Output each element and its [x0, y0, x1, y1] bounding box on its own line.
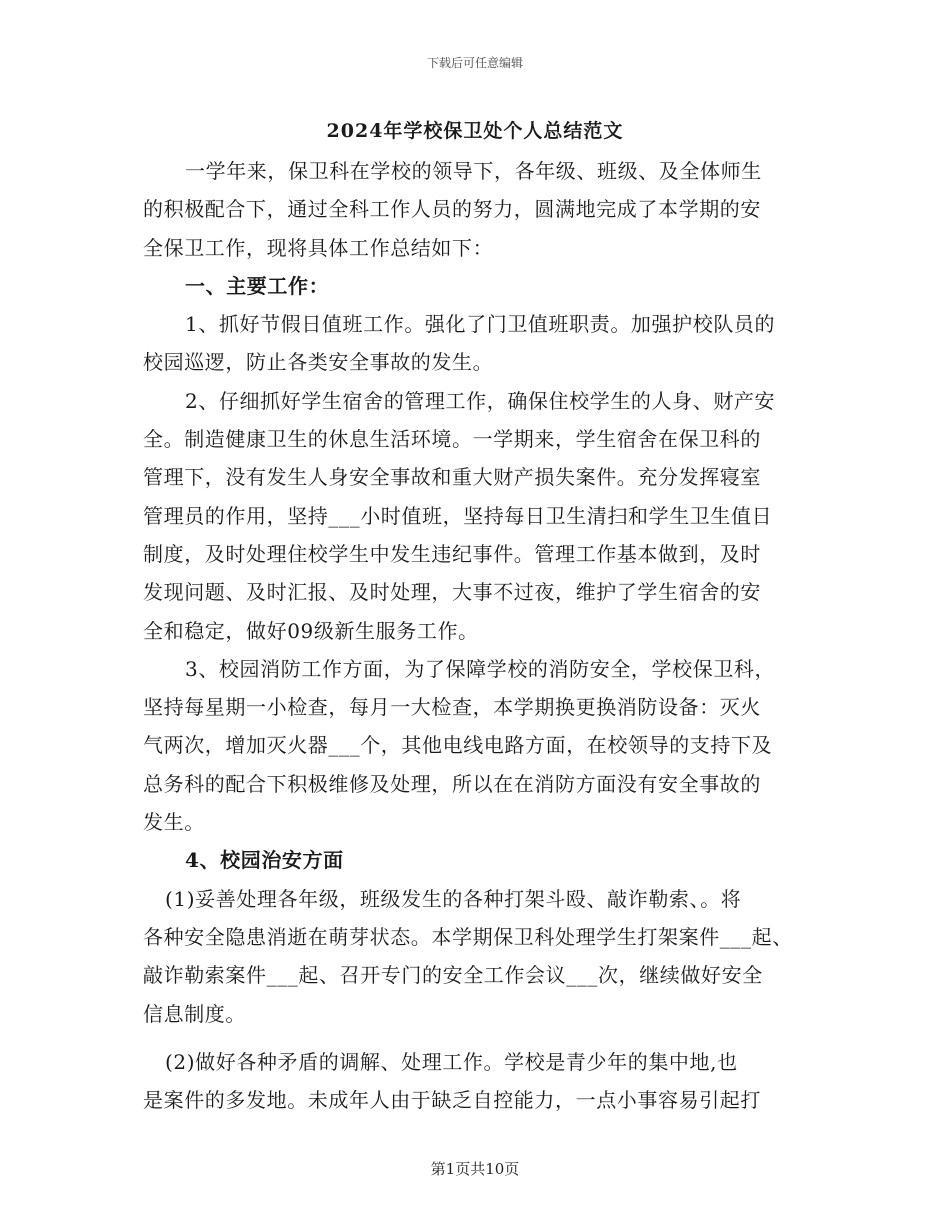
paragraph-line: 1、抓好节假日值班工作。强化了门卫值班职责。加强护校队员的	[185, 312, 776, 337]
paragraph-line: 信息制度。	[143, 1001, 246, 1026]
paragraph-line: (2)做好各种矛盾的调解、处理工作。学校是青少年的集中地,也	[165, 1049, 738, 1074]
paragraph-line: 管理员的作用，坚持___小时值班，坚持每日卫生清扫和学生卫生值日	[143, 503, 773, 528]
paragraph-line: 3、校园消防工作方面，为了保障学校的消防安全，学校保卫科，	[185, 656, 776, 681]
paragraph-line: 2、仔细抓好学生宿舍的管理工作，确保住校学生的人身、财产安	[185, 388, 776, 413]
document-title: 2024年学校保卫处个人总结范文	[326, 120, 624, 142]
paragraph-line: 气两次，增加灭火器___个，其他电线电路方面，在校领导的支持下及	[143, 733, 773, 758]
paragraph-line: (1)妥善处理各年级，班级发生的各种打架斗殴、敲诈勒索、。将	[165, 886, 742, 911]
page-footer-number: 第1页共10页	[430, 1160, 520, 1178]
section-heading: 一、主要工作：	[185, 273, 330, 298]
paragraph-gap	[143, 1033, 823, 1043]
paragraph-line: 总务科的配合下积极维修及处理，所以在在消防方面没有安全事故的	[143, 771, 761, 796]
paragraph-line: 敲诈勒索案件___起、召开专门的安全工作会议___次，继续做好安全	[143, 963, 763, 988]
paragraph-line: 管理下，没有发生人身安全事故和重大财产损失案件。充分发挥寝室	[143, 465, 761, 490]
paragraph-line: 坚持每星期一小检查，每月一大检查，本学期换更换消防设备：灭火	[143, 695, 761, 720]
paragraph-line: 校园巡逻，防止各类安全事故的发生。	[143, 350, 494, 375]
paragraph-line: 各种安全隐患消逝在萌芽状态。本学期保卫科处理学生打架案件___起、	[143, 924, 793, 949]
paragraph-line: 全保卫工作，现将具体工作总结如下：	[143, 235, 494, 260]
paragraph-line: 发生。	[143, 810, 205, 835]
document-body	[143, 152, 823, 1119]
page-header-note: 下载后可任意编辑	[426, 56, 523, 70]
paragraph-line: 全和稳定，做好09级新生服务工作。	[143, 618, 479, 643]
paragraph-line: 全。制造健康卫生的休息生活环境。一学期来，学生宿舍在保卫科的	[143, 427, 761, 452]
paragraph-line: 制度，及时处理住校学生中发生违纪事件。管理工作基本做到，及时	[143, 541, 761, 566]
section-heading: 4、校园治安方面	[185, 848, 344, 873]
paragraph-line: 是案件的多发地。未成年人由于缺乏自控能力，一点小事容易引起打	[143, 1088, 761, 1113]
paragraph-line: 发现问题、及时汇报、及时处理，大事不过夜，维护了学生宿舍的安	[143, 580, 761, 605]
paragraph-line: 一学年来，保卫科在学校的领导下，各年级、班级、及全体师生	[185, 159, 762, 183]
paragraph-line: 的积极配合下，通过全科工作人员的努力，圆满地完成了本学期的安	[143, 197, 761, 222]
